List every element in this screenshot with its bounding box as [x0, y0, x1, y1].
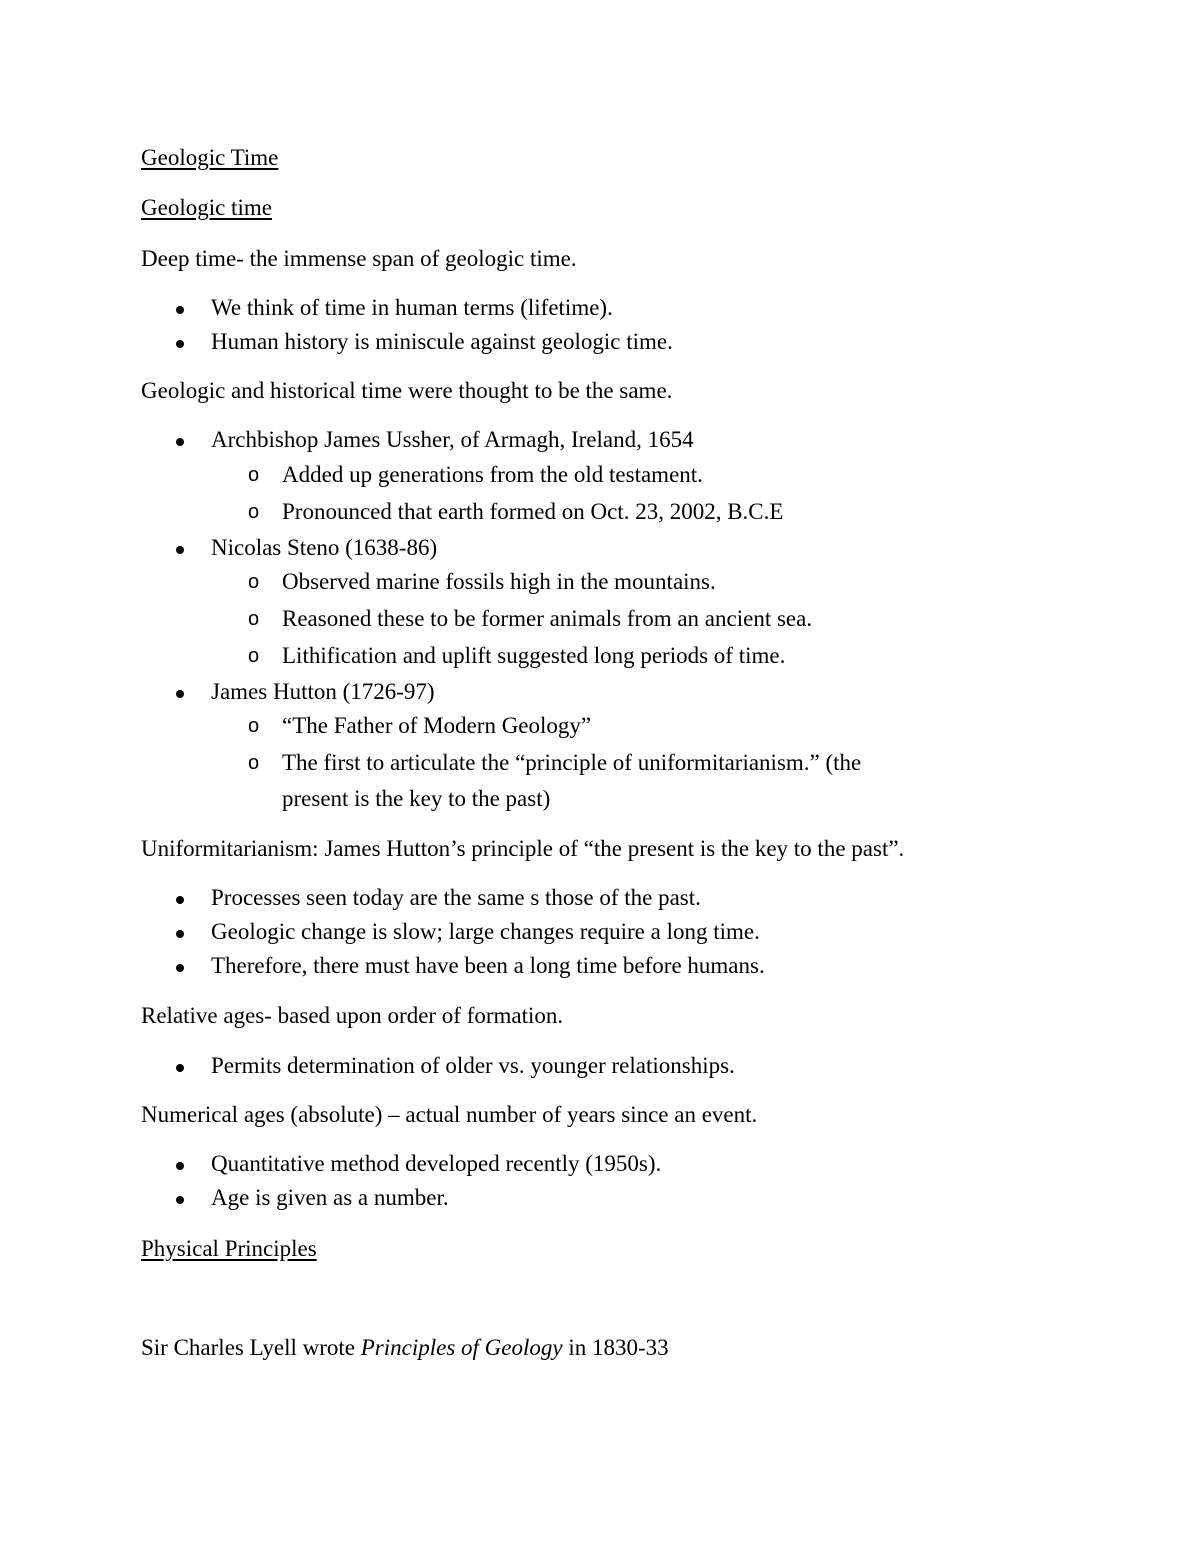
bullet-icon — [176, 1196, 184, 1204]
list-item: James Hutton (1726-97) — [211, 679, 435, 704]
paragraph: Relative ages- based upon order of formation. — [141, 1003, 564, 1028]
sub-list-item: Observed marine fossils high in the mountains. — [282, 569, 716, 594]
list-item: Therefore, there must have been a long time before humans. — [211, 953, 765, 978]
sub-list-item: The first to articulate the “principle of uniformitarianism.” (the — [282, 750, 862, 775]
sub-list-item: Pronounced that earth formed on Oct. 23, 2002, B.C.E — [282, 499, 784, 524]
section-heading: Physical Principles — [141, 1236, 317, 1261]
bullet-icon — [176, 340, 184, 348]
sub-bullet-icon: o — [248, 501, 260, 523]
sub-list-item: Added up generations from the old testament. — [282, 462, 703, 487]
bullet-icon — [176, 306, 184, 314]
bullet-icon — [176, 1162, 184, 1170]
paragraph: Geologic and historical time were thought to be the same. — [141, 378, 673, 403]
book-title: Principles of Geology — [360, 1335, 563, 1360]
bullet-icon — [176, 930, 184, 938]
sub-bullet-icon: o — [248, 464, 260, 486]
list-item: Processes seen today are the same s those of the past. — [211, 885, 701, 910]
paragraph-text: Sir Charles Lyell wrote — [141, 1335, 361, 1360]
bullet-icon — [176, 964, 184, 972]
sub-bullet-icon: o — [248, 715, 260, 737]
paragraph — [141, 1333, 669, 1363]
sub-list-item: Lithification and uplift suggested long periods of time. — [282, 643, 786, 668]
sub-bullet-icon: o — [248, 645, 260, 667]
sub-bullet-icon: o — [248, 571, 260, 593]
bullet-icon — [176, 438, 184, 446]
sub-bullet-icon: o — [248, 752, 260, 774]
paragraph-text: in 1830-33 — [562, 1335, 669, 1360]
sub-list-item: Reasoned these to be former animals from an ancient sea. — [282, 606, 813, 631]
list-item: We think of time in human terms (lifetime). — [211, 295, 613, 320]
list-item: Human history is miniscule against geologic time. — [211, 329, 673, 354]
sub-bullet-icon: o — [248, 608, 260, 630]
paragraph: Uniformitarianism: James Hutton’s principle of “the present is the key to the past”. — [141, 836, 905, 861]
list-item: Age is given as a number. — [211, 1185, 449, 1210]
bullet-icon — [176, 546, 184, 554]
paragraph: Numerical ages (absolute) – actual number of years since an event. — [141, 1102, 758, 1127]
sub-list-item: “The Father of Modern Geology” — [282, 713, 592, 738]
bullet-icon — [176, 896, 184, 904]
bullet-icon — [176, 690, 184, 698]
paragraph: Deep time- the immense span of geologic time. — [141, 246, 577, 271]
bullet-icon — [176, 1064, 184, 1072]
document-title: Geologic Time — [141, 145, 279, 170]
sub-list-item-continuation: present is the key to the past) — [282, 786, 551, 811]
list-item: Archbishop James Ussher, of Armagh, Ireland, 1654 — [211, 427, 694, 452]
list-item: Permits determination of older vs. younger relationships. — [211, 1053, 735, 1078]
list-item: Quantitative method developed recently (1950s). — [211, 1151, 662, 1176]
section-heading: Geologic time — [141, 195, 272, 220]
list-item: Geologic change is slow; large changes require a long time. — [211, 919, 760, 944]
list-item: Nicolas Steno (1638-86) — [211, 535, 438, 560]
